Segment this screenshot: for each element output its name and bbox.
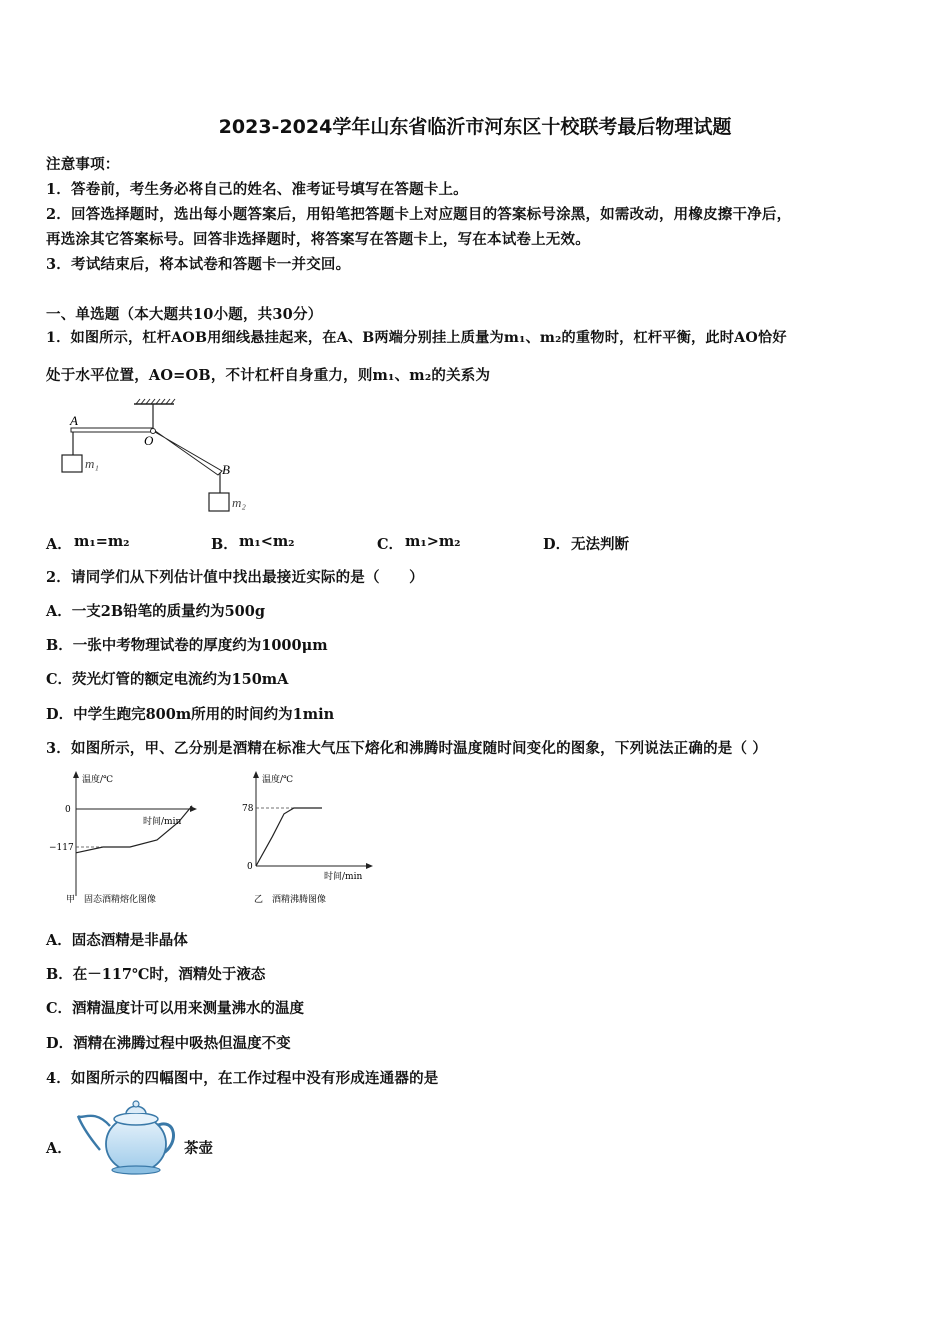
question-2-stem: 2．请同学们从下列估计值中找出最接近实际的是（ ） xyxy=(46,569,424,586)
question-3-option: D．酒精在沸腾过程中吸热但温度不变 xyxy=(46,1035,291,1052)
question-3-option: B．在－117℃时，酒精处于液态 xyxy=(46,966,266,983)
question-1-stem-line2: 处于水平位置，AO=OB，不计杠杆自身重力，则m₁、m₂的关系为 xyxy=(46,367,491,384)
option-d: 无法判断 xyxy=(571,536,629,553)
mass-m2 xyxy=(209,493,229,511)
page-title: 2023-2024学年山东省临沂市河东区十校联考最后物理试题 xyxy=(218,116,732,138)
y-tick-label: 0 xyxy=(247,862,253,872)
question-3-option: C．酒精温度计可以用来测量沸水的温度 xyxy=(46,1000,305,1017)
melting-curve xyxy=(76,806,192,853)
question-4-stem: 4．如图所示的四幅图中，在工作过程中没有形成连通器的是 xyxy=(46,1070,439,1087)
question-3-option: A．固态酒精是非晶体 xyxy=(46,932,188,949)
boiling-chart xyxy=(238,768,378,910)
x-axis-arrow xyxy=(366,863,373,869)
option-c-letter: C． xyxy=(377,536,404,553)
question-2-option: D．中学生跑完800m所用的时间约为1min xyxy=(46,706,335,723)
lever-arm-ob xyxy=(151,428,222,475)
notice-heading: 注意事项： xyxy=(46,156,120,173)
question-4-option-a-label: 茶壶 xyxy=(184,1140,213,1157)
teapot-knob xyxy=(133,1101,139,1107)
teapot-illustration xyxy=(76,1098,182,1178)
label-m1: m₁ xyxy=(85,456,99,471)
question-2-option: A．一支2B铅笔的质量约为500g xyxy=(46,603,266,620)
y-axis-label: 温度/℃ xyxy=(262,775,294,785)
melting-chart xyxy=(46,768,216,910)
notice-item: 3．考试结束后，将本试卷和答题卡一并交回。 xyxy=(46,256,351,273)
label-o: O xyxy=(144,433,154,448)
question-1-stem-line1: 1．如图所示，杠杆AOB用细线悬挂起来，在A、B两端分别挂上质量为m₁、m₂的重物时，杠杆平衡，此时AO恰好 xyxy=(46,330,787,346)
x-axis-label: 时间/min xyxy=(143,817,182,827)
y-tick-label: 78 xyxy=(242,804,254,814)
option-b-letter: B． xyxy=(211,536,238,553)
question-2-option: C．荧光灯管的额定电流约为150mA xyxy=(46,671,289,688)
section-heading: 一、单选题（本大题共10小题，共30分） xyxy=(46,306,323,323)
question-2-option: B．一张中考物理试卷的厚度约为1000μm xyxy=(46,637,328,654)
boiling-curve xyxy=(256,808,322,866)
notice-item: 2．回答选择题时，选出每小题答案后，用铅笔把答题卡上对应题目的答案标号涂黑，如需改动，用橡皮擦干净后， xyxy=(46,206,792,223)
lever-figure xyxy=(56,395,266,520)
y-axis-arrow xyxy=(73,771,79,778)
option-a-letter: A． xyxy=(46,536,72,553)
mass-m1 xyxy=(62,455,82,472)
question-4-option-a-letter: A． xyxy=(46,1140,72,1157)
teapot-base xyxy=(112,1166,160,1174)
label-b: B xyxy=(222,462,230,477)
chart-caption: 甲 固态酒精熔化图像 xyxy=(66,895,157,905)
y-tick-label: 0 xyxy=(65,805,71,815)
x-axis-label: 时间/min xyxy=(324,872,363,882)
option-b: m₁<m₂ xyxy=(239,533,295,550)
y-axis-label: 温度/℃ xyxy=(82,775,114,785)
label-m2: m₂ xyxy=(232,495,246,510)
label-a: A xyxy=(70,413,78,428)
option-d-letter: D． xyxy=(543,536,571,553)
option-c: m₁>m₂ xyxy=(405,533,461,550)
option-a: m₁=m₂ xyxy=(74,533,130,550)
notice-item: 1．答卷前，考生务必将自己的姓名、准考证号填写在答题卡上。 xyxy=(46,181,468,198)
lever-arm-ao xyxy=(71,428,153,432)
y-tick-label: −117 xyxy=(49,843,74,853)
notice-item: 再选涂其它答案标号。回答非选择题时，将答案写在答题卡上，写在本试卷上无效。 xyxy=(46,231,590,248)
question-3-stem: 3．如图所示，甲、乙分别是酒精在标准大气压下熔化和沸腾时温度随时间变化的图象，下列说法正确的是（ ） xyxy=(46,740,768,757)
chart-caption: 乙 酒精沸腾图像 xyxy=(254,895,327,905)
teapot-lid xyxy=(114,1113,158,1125)
y-axis-arrow xyxy=(253,771,259,778)
